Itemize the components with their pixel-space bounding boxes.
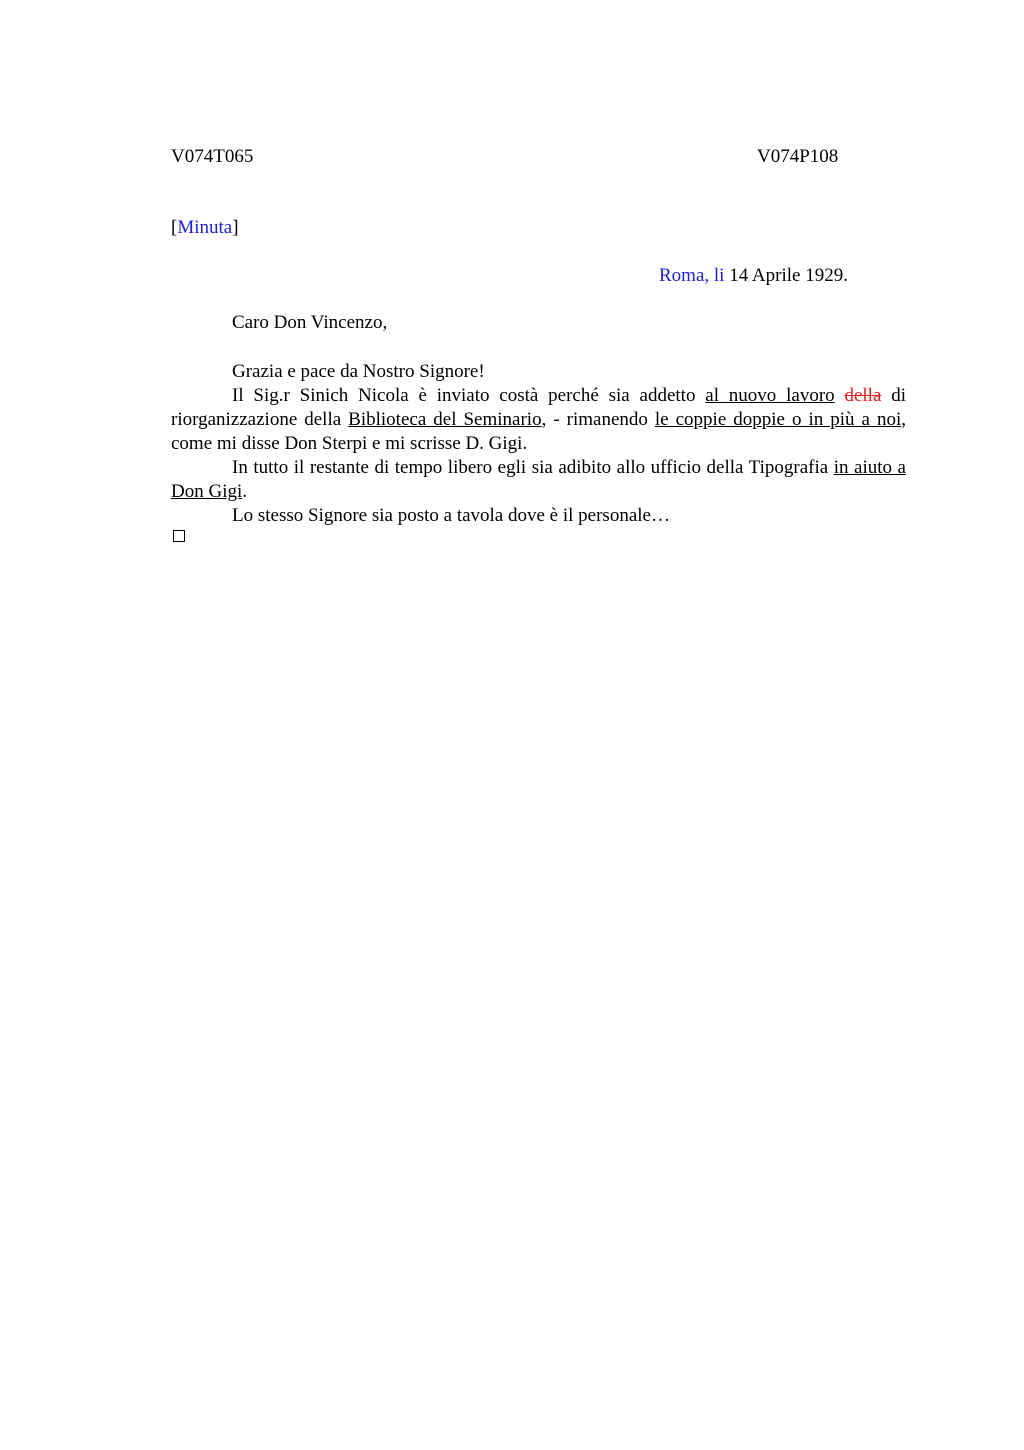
dateline-date: 14 Aprile 1929.: [729, 265, 848, 286]
open-bracket: [: [171, 217, 178, 238]
paragraph-2-text-b: .: [242, 481, 247, 502]
paragraph-1-text-b: di riorganizzazione della: [171, 385, 906, 430]
paragraph-3: Lo stesso Signore sia posto a tavola dove è il personale…: [232, 505, 670, 526]
end-marker-square-icon: [173, 530, 185, 542]
paragraph-1-space: [835, 385, 845, 406]
deleted-word: della: [844, 385, 882, 406]
paragraph-1-text-a: Il Sig.r Sinich Nicola è inviato costà perché sia addetto: [232, 385, 706, 406]
paragraph-1-text-c: , - rimanendo: [541, 409, 655, 430]
paragraph-2: [171, 456, 906, 504]
dateline: [659, 265, 848, 287]
paragraph-2-text-a: In tutto il restante di tempo libero egli sia adibito allo ufficio della Tipografia: [232, 457, 834, 478]
paragraph-1: [171, 384, 906, 456]
underlined-phrase: Biblioteca del Seminario: [348, 409, 542, 430]
letter-body: [171, 360, 906, 528]
paragraph-1-text-d: , come mi disse Don Sterpi e mi scrisse D. Gigi.: [171, 409, 906, 454]
dateline-place: Roma, li: [659, 265, 725, 286]
close-bracket: ]: [232, 217, 239, 238]
minuta-annotation: [171, 217, 239, 239]
minuta-label: Minuta: [177, 217, 233, 238]
underlined-phrase: le coppie doppie o in più a noi: [654, 409, 902, 430]
document-code-left: V074T065: [171, 146, 254, 167]
salutation: Caro Don Vincenzo,: [232, 312, 388, 333]
document-code-right: V074P108: [757, 146, 839, 167]
greeting: Grazia e pace da Nostro Signore!: [232, 361, 485, 382]
underlined-phrase: al nuovo lavoro: [705, 385, 835, 406]
underlined-phrase: in aiuto a Don Gigi: [171, 457, 906, 502]
